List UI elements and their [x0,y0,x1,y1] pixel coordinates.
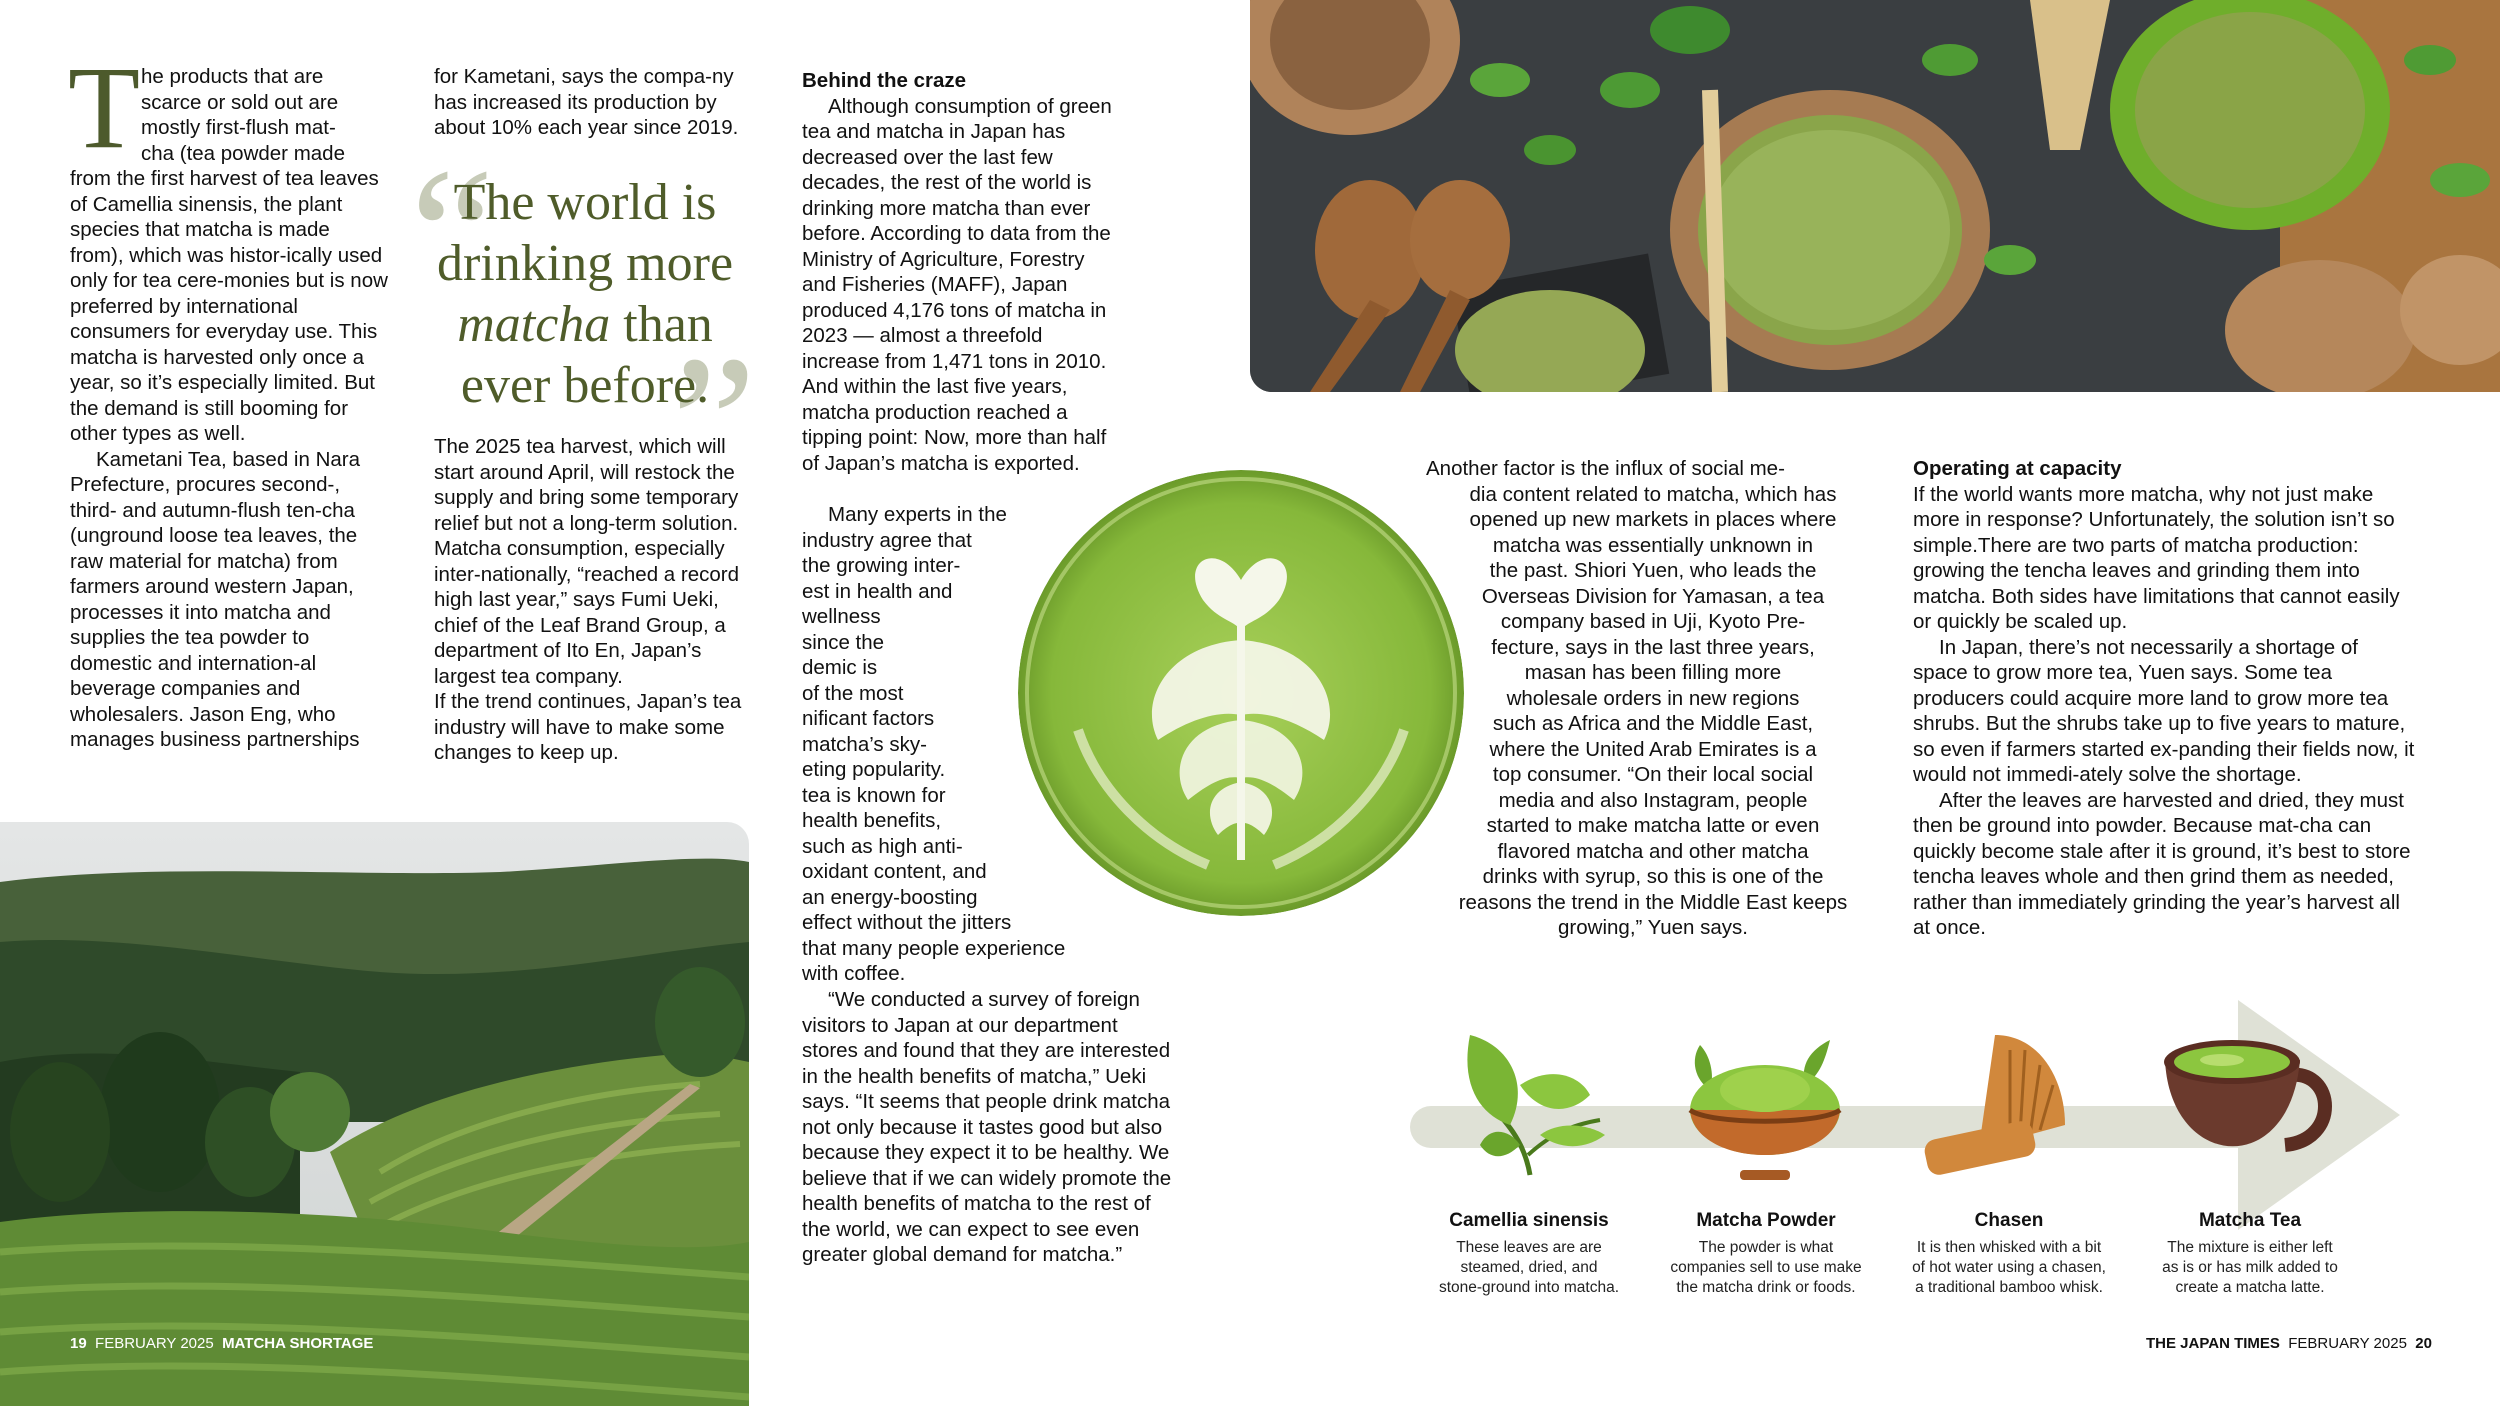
page-number: 20 [2415,1335,2432,1352]
step-desc-tea [2130,1238,2370,1298]
pullquote-line: The world is [453,174,717,231]
tea-leaves-icon [1450,1025,1610,1185]
paragraph: Kametani Tea, based in Nara Prefecture, procures second-, third- and autumn-flush ten-cha (unground loose tea leaves, the raw material for matcha) from farmers around western Japan, processes it into matcha and supplies the tea powder to domestic and internation-al beverage companies and wholesalers. Jason Eng, who manages business partnerships [70,447,361,751]
paragraph: After the leaves are harvested and dried, they must then be ground into powder. Because mat-cha can quickly become stale after it is ground, it’s best to store tencha leaves whole and then grind them as needed, rather than immediately grinding the year’s harvest all at once. [1913,788,2411,939]
text-line: eting popularity. [802,758,946,781]
desc-line: stone-ground into matcha. [1438,1279,1620,1296]
desc-line: It is then whisked with a bit [1916,1239,2102,1256]
text-line: effect without the jitters [802,911,1012,934]
step-desc-powder [1646,1238,1886,1298]
text-line: dia content related to matcha, which has [1469,482,1837,506]
text-line: matcha’s sky- [802,732,927,756]
text-line: reasons the trend in the Middle East keeps [1458,890,1848,914]
desc-line: create a matcha latte. [2175,1279,2325,1296]
matcha-ingredients-photo [1250,0,2500,392]
text-line: demic is [802,656,878,679]
text-line: such as Africa and the Middle East, [1492,712,1814,735]
text-line: nificant factors [802,707,935,730]
drop-cap: T [68,42,141,173]
footer-left [70,1335,373,1353]
section-heading: Operating at capacity [1913,457,2122,480]
desc-line: These leaves are are [1456,1239,1602,1256]
text-line: industry agree that [802,528,972,552]
text-line: masan has been filling more [1524,661,1782,684]
matcha-tea-cup-icon [2160,1030,2340,1190]
text-line: mostly first-flush mat- [141,116,336,139]
column-1 [70,166,388,753]
text-line: wholesale orders in new regions [1506,686,1800,710]
text-line: company based in Uji, Kyoto Pre- [1500,610,1806,633]
paragraph: If the world wants more matcha, why not just make more in response? Unfortunately, the solution isn’t so simple.There are two parts of matcha production: growing the tencha leaves and grinding them into matcha. Both sides have limitations that cannot easily or quickly be scaled up. [1913,482,2400,633]
footer-right [2146,1335,2432,1353]
text-line: fecture, says in the last three years, [1491,635,1815,659]
section-heading: Behind the craze [802,69,967,92]
text-line: since the [802,630,885,654]
text-line: an energy-boosting [802,885,978,909]
text-line: scarce or sold out are [141,90,339,114]
pullquote-line [420,294,750,355]
pullquote-text: than [610,296,713,353]
column-3-top [802,68,1124,476]
desc-line: steamed, dried, and [1460,1259,1598,1276]
step-desc-chasen [1889,1238,2129,1298]
desc-line: a traditional bamboo whisk. [1915,1279,2103,1296]
step-title-tea: Matcha Tea [2198,1210,2302,1231]
text-line: of the most [802,681,904,705]
text-line: Overseas Division for Yamasan, a tea [1481,584,1825,608]
text-line: top consumer. “On their local social [1492,763,1814,786]
text-line: Many experts in the [828,503,1007,526]
text-line: growing,” Yuen says. [1558,916,1748,939]
text-line: with coffee. [802,962,906,985]
text-line: est in health and [802,579,953,603]
text-line: flavored matcha and other matcha [1497,839,1809,863]
desc-line: the matcha drink or foods. [1676,1279,1856,1296]
footer-date: FEBRUARY 2025 [2288,1335,2407,1352]
desc-line: The mixture is either left [2167,1239,2333,1256]
desc-line: as is or has milk added to [2162,1259,2338,1276]
text-line: health benefits, [802,809,942,832]
column-5 [1913,456,2415,941]
text-line: such as high anti- [802,834,963,858]
text-line: opened up new markets in places where [1469,508,1837,531]
page-number: 19 [70,1335,87,1352]
text-line: media and also Instagram, people [1498,788,1808,812]
step-title-powder: Matcha Powder [1696,1210,1836,1231]
dropcap-wrap-lines [141,64,381,166]
text-line: Another factor is the influx of social me- [1426,457,1785,480]
column-3-bottom [802,987,1172,1268]
step-title-chasen: Chasen [1974,1210,2044,1231]
tea-field-photo [0,822,749,1406]
text-line: started to make matcha latte or even [1486,814,1820,837]
text-line: the growing inter- [802,554,961,577]
column-4 [1418,456,1888,941]
text-line: that many people experience [802,936,1066,960]
desc-line: of hot water using a chasen, [1912,1259,2106,1276]
paragraph: In Japan, there’s not necessarily a shortage of space to grow more tea, Yuen says. Some tea producers could acquire more land to grow more tea shrubs. But the shrubs take up to five years to mature, so even if farmers started ex-panding their fields now, it would not immedi-ately solve the shortage. [1913,635,2415,786]
text-line: cha (tea powder made [141,141,345,165]
pullquote-close-mark: ” [672,318,757,528]
text-line: where the United Arab Emirates is a [1489,737,1817,761]
text-line: he products that are [141,65,324,88]
text-line: the past. Shiori Yuen, who leads the [1489,559,1817,582]
matcha-latte-photo [1018,470,1464,916]
pullquote-line: drinking more [436,235,734,292]
paragraph: If the trend continues, Japan’s tea industry will have to make some changes to keep up. [434,690,742,764]
text-line: drinks with syrup, so this is one of the [1482,865,1824,888]
paragraph: Although consumption of green tea and matcha in Japan has decreased over the last few decades, the rest of the world is drinking more matcha than ever before. According to data from the Ministry of Agriculture, Forestry and Fisheries (MAFF), Japan produced 4,176 tons of matcha in 2023 — almost a threefold increase from 1,471 tons in 2010. And within the last five years, matcha production reached a tipping point: Now, more than half of Japan’s matcha is exported. [802,94,1112,475]
footer-date: FEBRUARY 2025 [95,1335,214,1352]
step-desc-camellia [1409,1238,1649,1298]
tea-plantation-illustration [0,822,749,1406]
paragraph: from the first harvest of tea leaves of Camellia sinensis, the plant species that matcha is made from), which was histor-ically used only for tea cere-monies but is now preferred by international consumers for everyday use. This matcha is harvested only once a year, so it’s especially limited. But the demand is still booming for other types as well. [70,167,388,445]
latte-art-icon [1018,470,1464,916]
text-line: oxidant content, and [802,860,987,883]
paragraph: The 2025 tea harvest, which will start around April, will restock the supply and bring some temporary relief but not a long-term solution. Matcha consumption, especially inter-nationally, “reached a record high last year,” says Fumi Ueki, chief of the Leaf Brand Group, a department of Ito En, Japan’s largest tea company. [434,435,739,688]
pullquote-line: ever before. [460,357,710,414]
footer-section: MATCHA SHORTAGE [222,1335,374,1352]
pullquote-emphasis: matcha [457,296,611,353]
footer-brand: THE JAPAN TIMES [2146,1335,2280,1352]
matcha-powder-bowl-icon [1680,1030,1850,1190]
matcha-bowls-illustration [1250,0,2500,392]
chasen-whisk-icon [1915,1030,2075,1180]
paragraph: “We conducted a survey of foreign visitors to Japan at our department stores and found that they are interested in the health benefits of matcha,” Ueki says. “It seems that people drink matcha not only because it tastes good but also because they expect it to be healthy. We believe that if we can widely promote the health benefits of matcha to the rest of the world, we can expect to see even greater global demand for matcha.” [802,988,1172,1266]
step-title-camellia: Camellia sinensis [1449,1210,1609,1231]
text-line: tea is known for [802,783,946,807]
text-line: matcha was essentially unknown in [1492,533,1814,557]
pullquote-open-mark: “ [410,130,495,340]
column-2-bottom [434,434,754,766]
desc-line: The powder is what [1698,1239,1834,1256]
text-line: wellness [802,605,881,628]
pullquote [420,172,750,416]
desc-line: companies sell to use make [1670,1259,1862,1276]
paragraph: for Kametani, says the compa-ny has increased its production by about 10% each year since 2019. [434,65,739,139]
